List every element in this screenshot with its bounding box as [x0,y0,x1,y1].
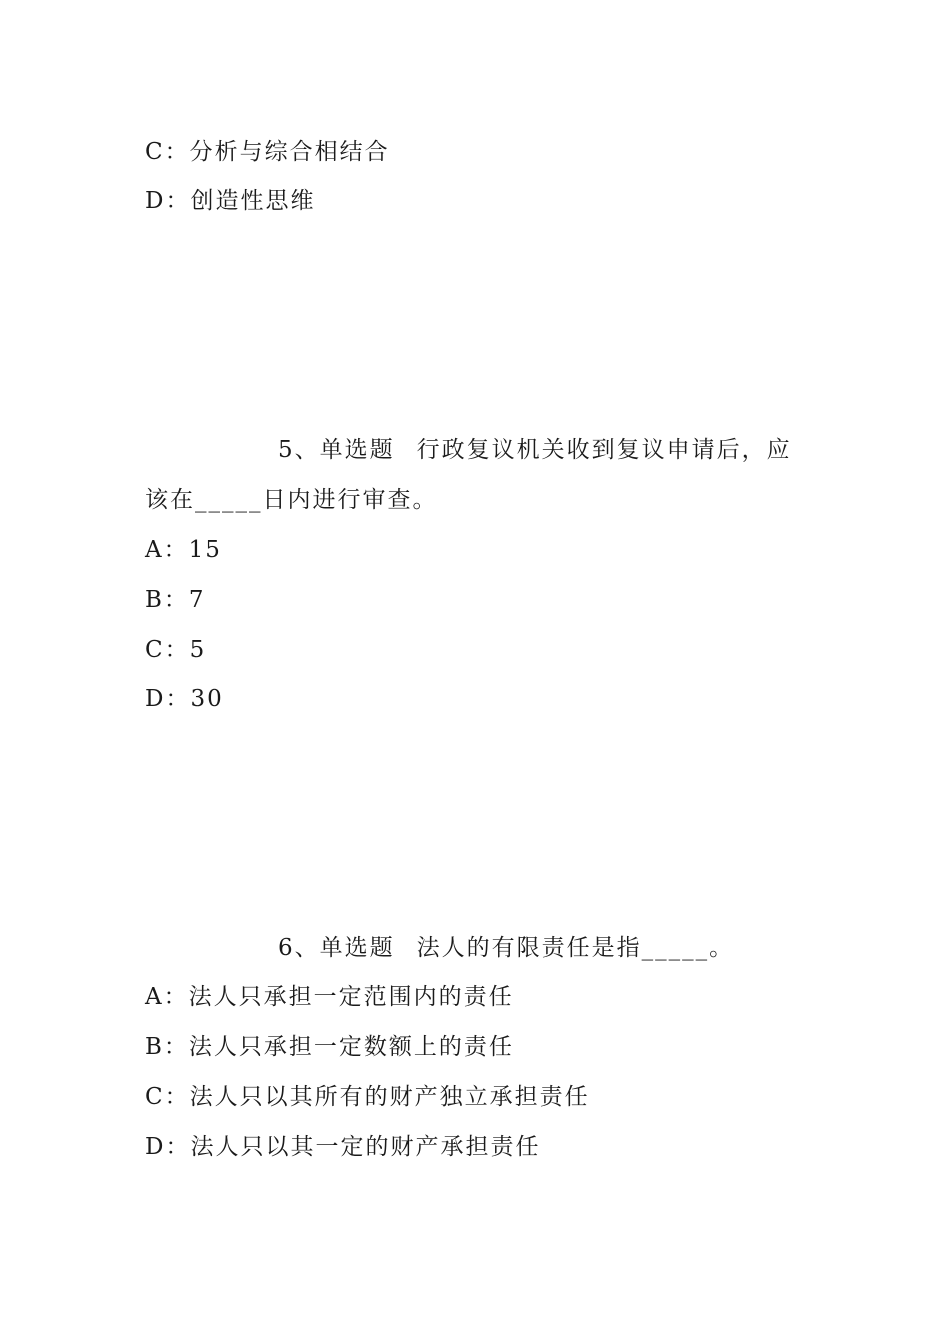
question-stem-line1: 行政复议机关收到复议申请后，应 [416,437,792,463]
option-c: C：分析与综合相结合 [145,139,390,165]
option-b: B：法人只承担一定数额上的责任 [145,1034,514,1060]
question-stem-line1: 法人的有限责任是指_____。 [416,935,735,961]
question-type: 单选题 [319,935,395,961]
option-d: D：创造性思维 [145,188,316,214]
question-stem-line2: 该在_____日内进行审查。 [145,487,438,513]
question-number: 5、 [278,437,320,463]
question-5-header [278,435,792,465]
option-a: A：15 [145,537,222,563]
option-c: C：法人只以其所有的财产独立承担责任 [145,1084,590,1110]
question-type: 单选题 [319,437,395,463]
option-d: D：30 [145,686,224,712]
question-number: 6、 [278,935,320,961]
option-d: D：法人只以其一定的财产承担责任 [145,1134,541,1160]
option-a: A：法人只承担一定范围内的责任 [145,984,514,1010]
option-c: C：5 [145,637,207,663]
question-6-header [278,933,734,963]
option-b: B：7 [145,587,206,613]
